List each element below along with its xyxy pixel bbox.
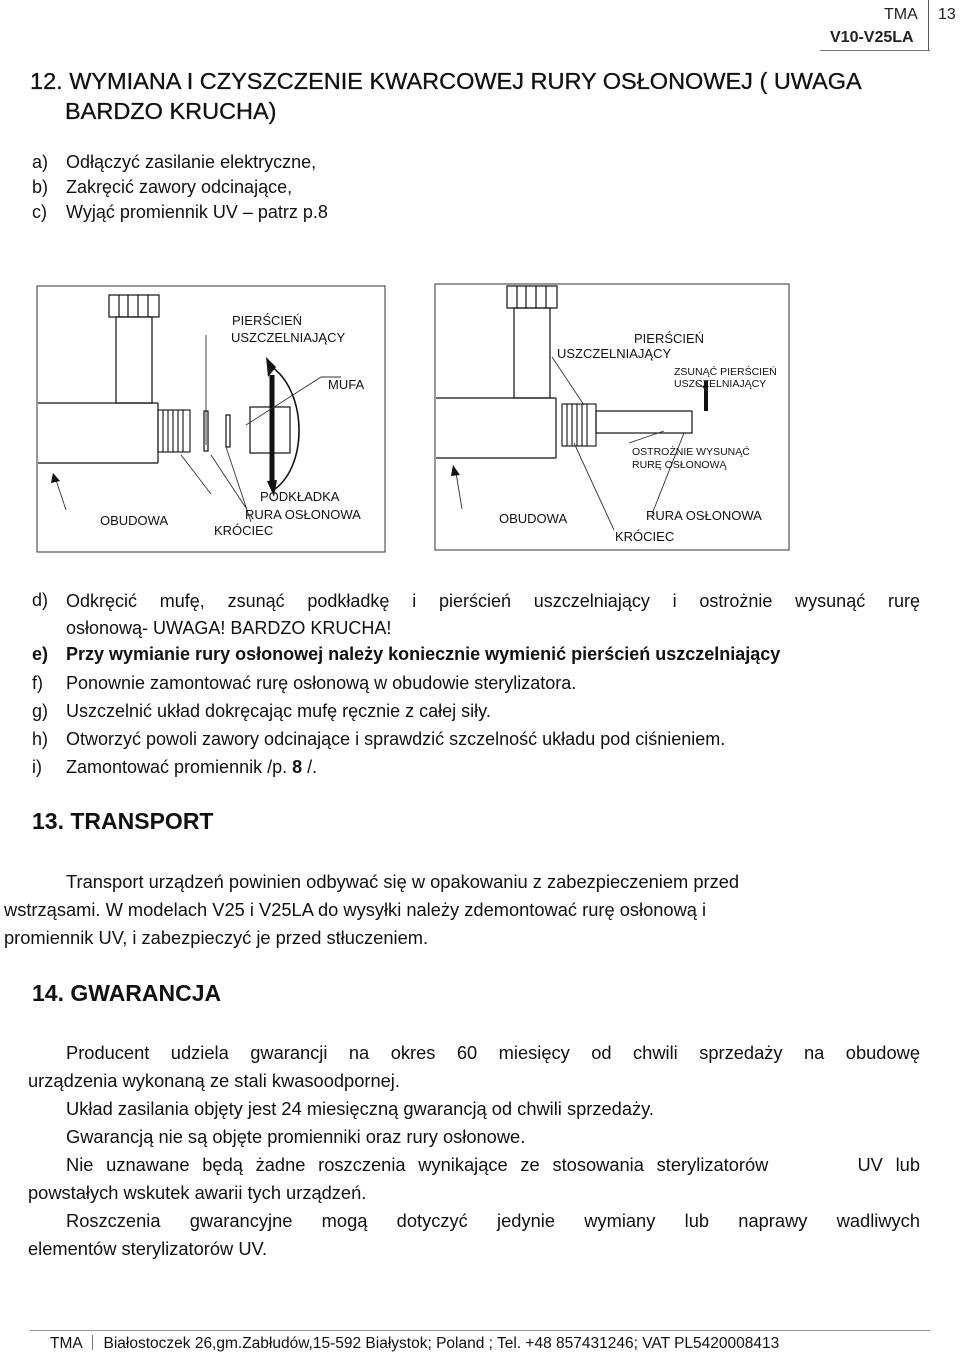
footer-brand: TMA (50, 1335, 82, 1352)
step-d-row (32, 588, 920, 642)
section-13-body (4, 868, 920, 952)
step-b (32, 175, 292, 199)
left-ring-line1: PIERŚCIEŃ (232, 313, 303, 328)
housing-body (38, 403, 158, 463)
step-e-marker: e) (32, 644, 49, 664)
page-number: 13 (938, 6, 956, 23)
quartz-tube-right (596, 411, 692, 433)
section-14-p5-line1: Roszczenia gwarancyjne mogą dotyczyć jedynie wymiany lub naprawy wadliwych (66, 1210, 920, 1231)
section-14-p5-line2: elementów sterylizatorów UV. (28, 1238, 268, 1259)
step-i-marker: i) (32, 757, 42, 777)
footer (50, 1335, 779, 1353)
section-14-p3: Gwarancją nie są objęte promienniki oraz rury osłonowe. (66, 1126, 526, 1147)
footer-address: Białostoczek 26,gm.Zabłudów,15-592 Białystok; Poland ; Tel. +48 857431246; VAT PL5420008413 (103, 1335, 780, 1352)
ring (226, 415, 230, 447)
section-14-p1-line2: urządzenia wykonaną ze stali kwasoodpornej. (28, 1070, 400, 1091)
right-obudowa-label: OBUDOWA (499, 511, 568, 526)
section-12-title-line2: BARDZO KRUCHA) (65, 98, 277, 124)
right-ring-line1: PIERŚCIEŃ (634, 331, 705, 346)
section-12-title-line1: 12. WYMIANA I CZYSZCZENIE KWARCOWEJ RURY OSŁONOWEJ ( UWAGA (30, 68, 862, 94)
left-krociec-label: KRÓCIEC (214, 523, 274, 538)
step-i-text-c: /. (302, 757, 318, 777)
step-i-text-a: Zamontować promiennik /p. (66, 757, 293, 777)
section-12-title (30, 66, 930, 126)
section-14-p2: Układ zasilania objęty jest 24 miesięczną gwarancją od chwili sprzedaży. (66, 1098, 654, 1119)
diagram-left (36, 285, 386, 553)
step-h (32, 727, 725, 751)
step-b-marker: b) (32, 177, 49, 197)
step-i (32, 755, 317, 779)
rotation-arrow (272, 367, 299, 491)
header-brand: TMA (884, 6, 918, 23)
step-d (32, 588, 920, 642)
section-14-body (28, 1039, 920, 1263)
step-g (32, 699, 491, 723)
step-b-text: Zakręcić zawory odcinające, (66, 177, 293, 197)
right-careful-line2: RURĘ OSŁONOWĄ (632, 459, 727, 471)
step-e-text: Przy wymianie rury osłonowej należy koniecznie wymienić pierścień uszczelniający (66, 644, 781, 664)
step-g-marker: g) (32, 701, 49, 721)
section-14-title: 14. GWARANCJA (32, 980, 222, 1006)
step-g-text: Uszczelnić układ dokręcając mufę ręcznie z całej siły. (66, 701, 491, 721)
vertical-pipe-right (507, 286, 557, 398)
step-h-text: Otworzyć powoli zawory odcinające i sprawdzić szczelność układu pod ciśnieniem. (66, 729, 726, 749)
section-13-line1: Transport urządzeń powinien odbywać się w opakowaniu z zabezpieczeniem przed (66, 871, 740, 892)
step-c-text: Wyjąć promiennik UV – patrz p.8 (66, 202, 328, 222)
left-mufa-label: MUFA (328, 377, 365, 392)
section-14-p4-line2: powstałych wskutek awarii tych urządzeń. (28, 1182, 367, 1203)
left-rura-label: RURA OSŁONOWA (245, 507, 361, 522)
right-slide-line1: ZSUNĄĆ PIERŚCIEŃ (674, 366, 777, 378)
thread-stub-right (562, 404, 596, 446)
step-d-line2: osłonową- UWAGA! BARDZO KRUCHA! (66, 618, 392, 638)
step-a-text: Odłączyć zasilanie elektryczne, (66, 152, 317, 172)
step-i-text-b: 8 (292, 757, 303, 777)
header-divider (928, 0, 929, 50)
right-slide-line2: USZCZELNIAJĄCY (674, 378, 767, 390)
step-a-marker: a) (32, 152, 49, 172)
right-careful-line1: OSTROŻNIE WYSUNĄĆ (632, 446, 750, 458)
step-d-line1: Odkręcić mufę, zsunąć podkładkę i pierścień uszczelniający i ostrożnie wysunąć rurę (66, 591, 920, 611)
right-ring-line2: USZCZELNIAJĄCY (557, 346, 672, 361)
step-f (32, 671, 576, 695)
section-13-title: 13. TRANSPORT (32, 808, 214, 834)
housing-body-right (436, 398, 556, 458)
footer-divider (92, 1335, 93, 1350)
vertical-pipe (109, 295, 159, 403)
left-ring-line2: USZCZELNIAJĄCY (231, 330, 346, 345)
section-13-line3: promiennik UV, i zabezpieczyć je przed stłuczeniem. (4, 927, 429, 948)
left-podkladka-label: PODKŁADKA (260, 489, 340, 504)
step-e (32, 642, 780, 666)
left-obudowa-label: OBUDOWA (100, 513, 169, 528)
section-14-p4-line1: Nie uznawane będą żadne roszczenia wynikające ze stosowania sterylizatorów UV lub (66, 1154, 920, 1175)
step-d-marker: d) (32, 590, 49, 610)
right-krociec-label: KRÓCIEC (615, 529, 675, 544)
header-rule (820, 50, 930, 51)
footer-rule (30, 1330, 930, 1331)
step-c-marker: c) (32, 202, 47, 222)
section-14-p1-line1: Producent udziela gwarancji na okres 60 miesięcy od chwili sprzedaży na obudowę (66, 1042, 920, 1063)
step-h-marker: h) (32, 729, 49, 749)
diagram-right (434, 283, 790, 551)
step-f-marker: f) (32, 673, 43, 693)
step-a (32, 150, 316, 174)
step-f-text: Ponownie zamontować rurę osłonową w obudowie sterylizatora. (66, 673, 577, 693)
step-c (32, 200, 328, 224)
right-rura-label: RURA OSŁONOWA (646, 508, 762, 523)
section-13-line2: wstrząsami. W modelach V25 i V25LA do wysyłki należy zdemontować rurę osłonową i (4, 899, 707, 920)
thread-stub (158, 410, 190, 452)
header-model: V10-V25LA (830, 29, 914, 46)
